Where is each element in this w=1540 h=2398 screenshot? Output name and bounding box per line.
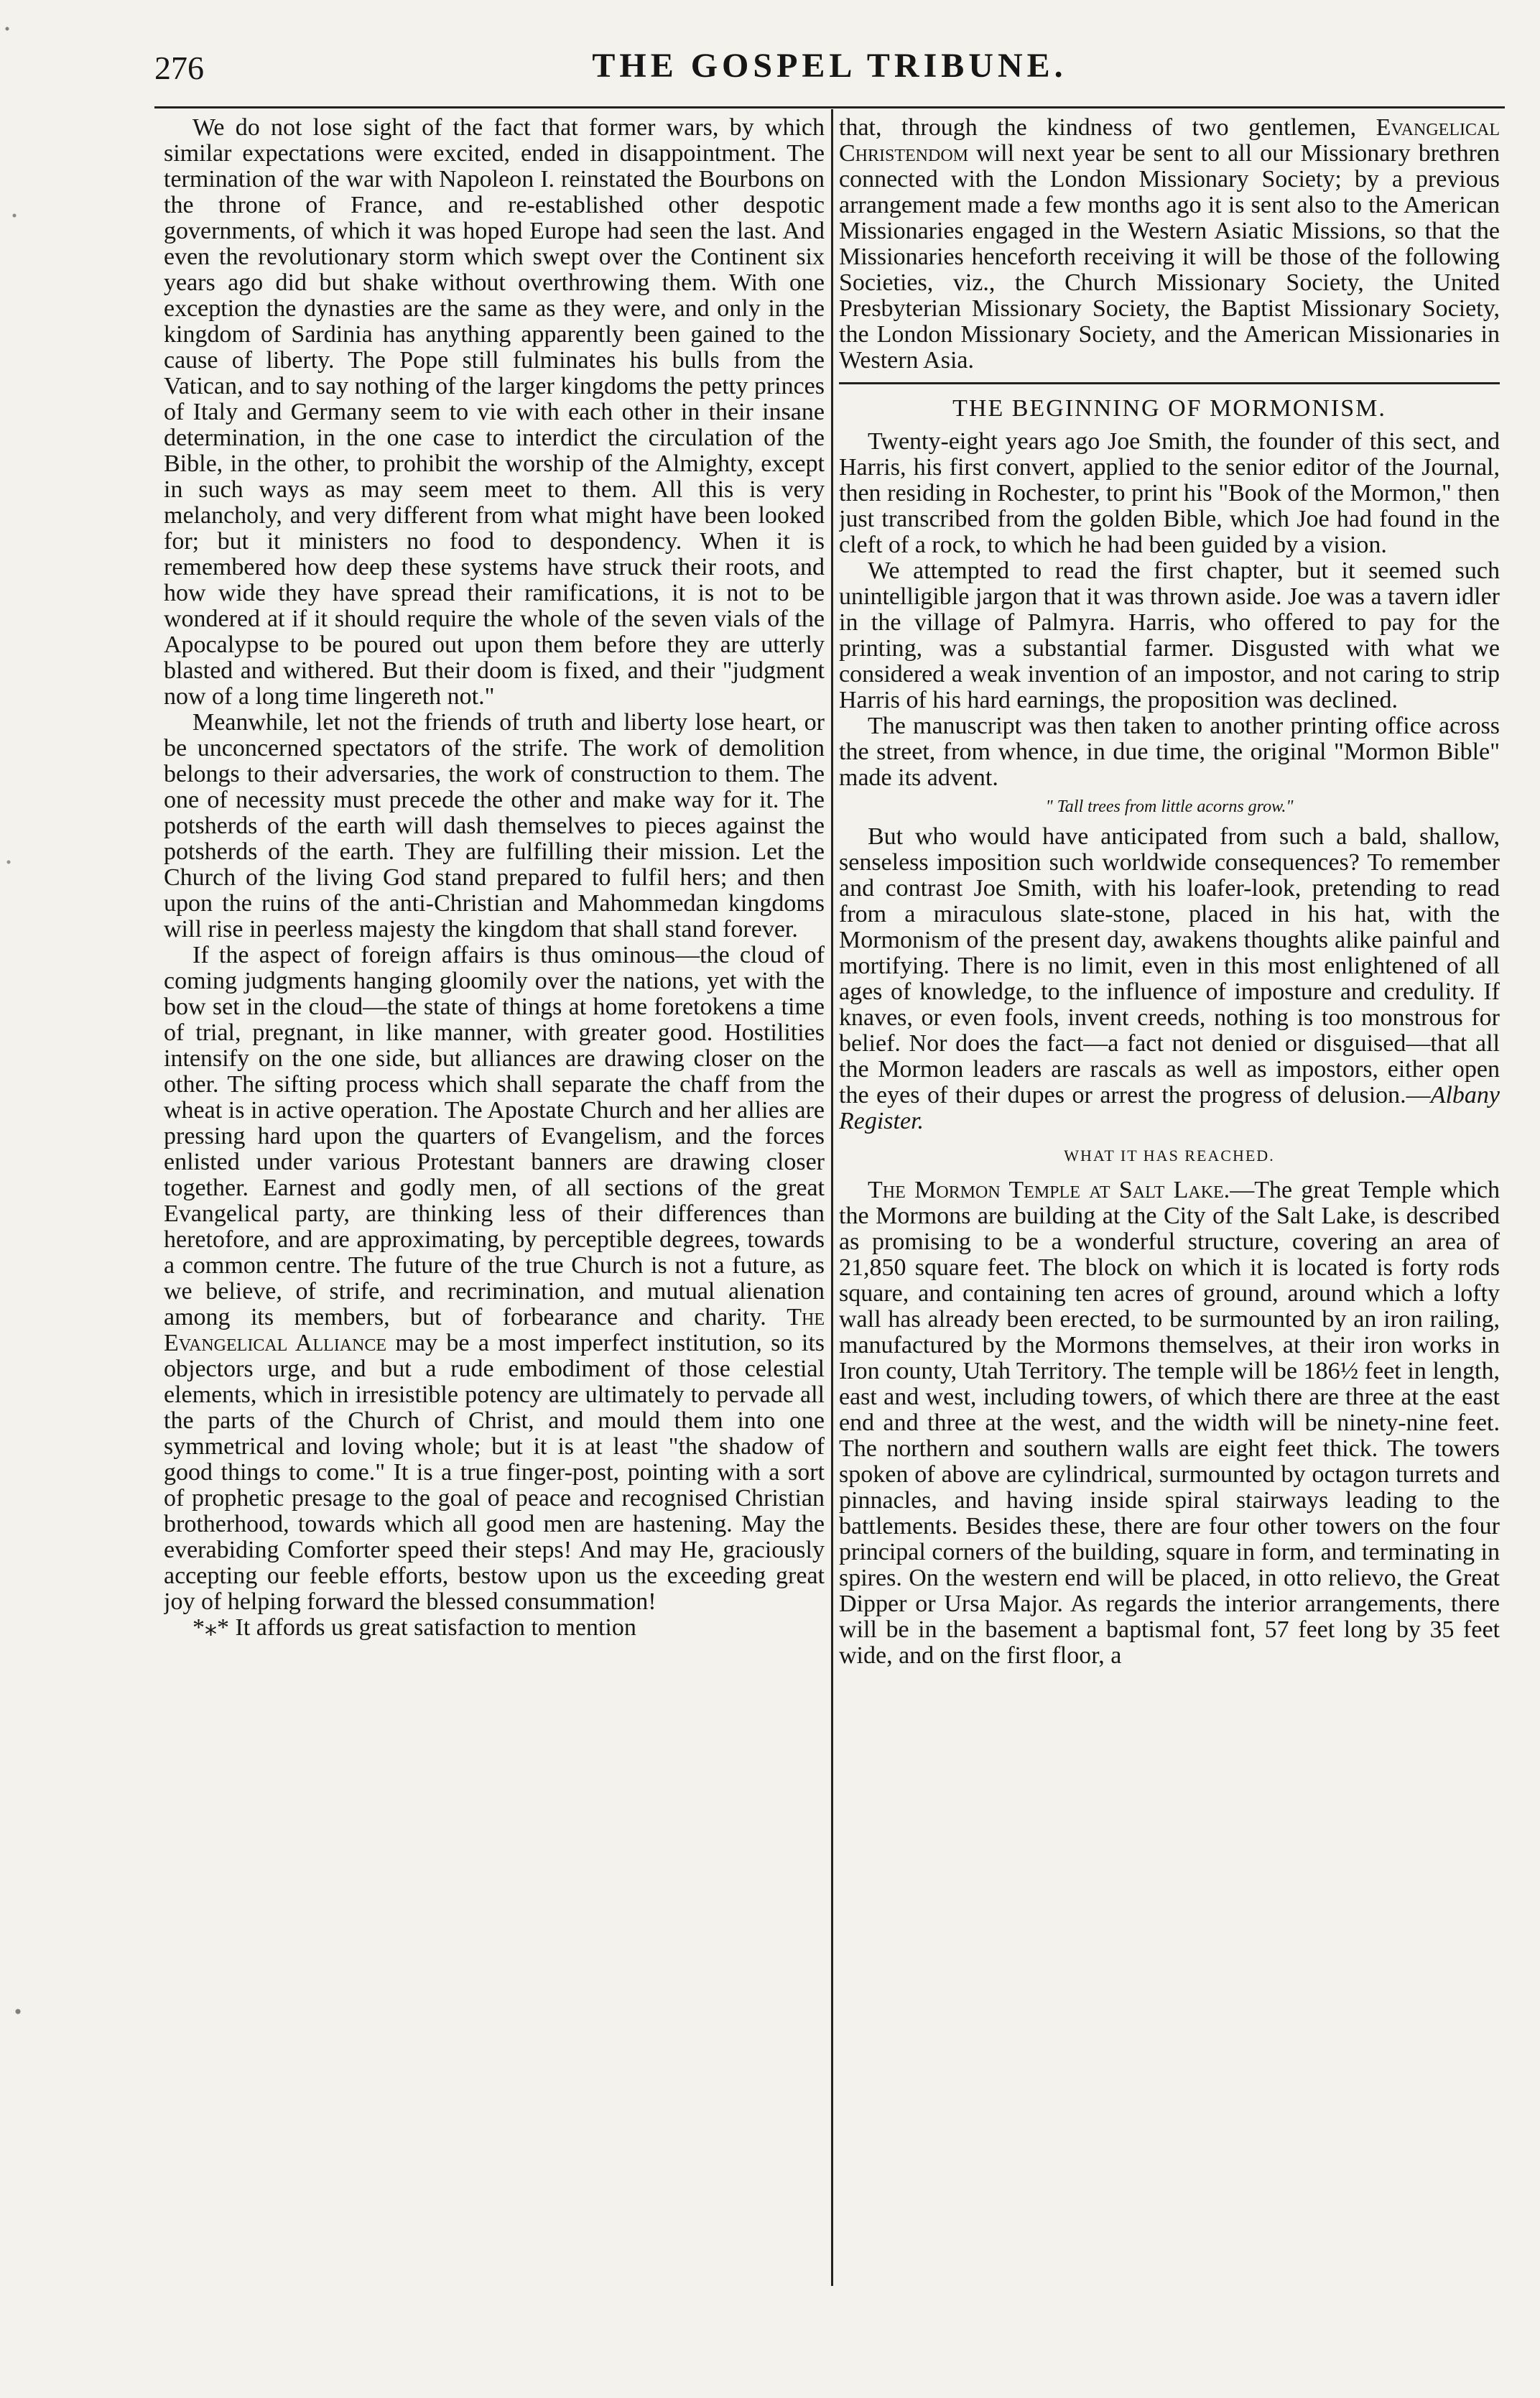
- column-divider: [831, 109, 833, 2286]
- paragraph-text: —The great Temple which the Mormons are building at the City of the Salt Lake, is described as promising to be a wonderful structure, covering an area of 21,850 square feet. The block on which it is located is forty rods square, and containing ten acres of ground, around which a lofty wall has already been erected, to be surmounted by an iron railing, manufactured by the Mormons themselves, at their iron works in Iron county, Utah Territory. The temple will be 186½ feet in length, east and west, including towers, of which there are three at the east end and three at the west, and the width will be ninety-nine feet. The northern and southern walls are eight feet thick. The towers spoken of above are cylindrical, surmounted by octagon turrets and pinnacles, and having inside spiral stairways leading to the battlements. Besides these, there are four other towers on the four principal corners of the building, square in form, and terminating in spires. On the western end will be placed, in otto relievo, the Great Dipper or Ursa Major. As regards the interior arrangements, there will be in the basement a baptismal font, 57 feet long by 35 feet wide, and on the first floor, a: [839, 1177, 1500, 1669]
- paragraph: [839, 115, 1500, 374]
- paragraph-text: may be a most imperfect institution, so its objectors urge, and but a rude embodiment of those celestial elements, which in irresistible potency are ultimately to pervade all the parts of the Church of Christ, and mould them into one symmetrical and loving whole; but it is at least "the shadow of good things to come." It is a true finger-post, pointing with a sort of prophetic presage to the goal of peace and recognised Christian brotherhood, towards which all good men are hastening. May the everabiding Comforter speed their steps! And may He, graciously accepting our feeble efforts, bestow upon us the exceeding great joy of helping forward the blessed consummation!: [164, 1330, 825, 1615]
- quote: " Tall trees from little acorns grow.": [1045, 797, 1294, 816]
- paragraph-text: If the aspect of foreign affairs is thus ominous—the cloud of coming judgments hanging gloomily over the nations, yet with the bow set in the cloud—the state of things at home foretokens a time of trial, pregnant, in like manner, with greater good. Hostilities intensify on the one side, but alliances are drawing closer on the other. The sifting process which shall separate the chaff from the wheat is in active operation. The Apostate Church and her allies are pressing hard upon the quarters of Evangelism, and the forces enlisted under various Protestant banners are drawing closer together. Earnest and godly men, of all sections of the great Evangelical party, are thinking less of their differences than heretofore, and are approximating, by perceptible degrees, towards a common centre. The future of the true Church is not a future, as we believe, of strife, and recrimination, and mutual alienation among its members, but of forbearance and charity.: [164, 942, 825, 1330]
- paragraph: [839, 824, 1500, 1134]
- left-column: [164, 115, 825, 2328]
- paragraph: [164, 943, 825, 1615]
- paragraph-text: But who would have anticipated from such a bald, shallow, senseless imposition such worldwide consequences? To remember and contrast Joe Smith, with his loafer-look, pretending to read from a miraculous slate-stone, placed in his hat, with the Mormonism of the present day, awakens thoughts alike painful and mortifying. There is no limit, even in this most enlightened of all ages of knowledge, to the influence of imposture and credulity. If knaves, or even fools, invent creeds, nothing is too monstrous for belief. Nor does the fact—a fact not denied or disguised—that all the Mormon leaders are rascals as well as impostors, either open the eyes of their dupes or arrest the progress of delusion.—: [839, 823, 1500, 1108]
- section-title: THE BEGINNING OF MORMONISM.: [952, 395, 1386, 422]
- subheading: WHAT IT HAS REACHED.: [1064, 1147, 1275, 1165]
- paragraph-text: It affords us great satisfaction to mention: [235, 1614, 636, 1641]
- temple-heading: The Mormon Temple at Salt Lake.: [868, 1177, 1230, 1203]
- publication-name: Evangelical Christendom: [839, 115, 1500, 167]
- header-rule: [154, 106, 1505, 108]
- paragraph: Twenty-eight years ago Joe Smith, the founder of this sect, and Harris, his first convert, applied to the senior editor of the Journal, then residing in Rochester, to print his "Book of the Mormon," then just transcribed from the golden Bible, which Joe had found in the cleft of a rock, to which he had been guided by a vision.: [839, 428, 1500, 558]
- alliance-name: The Evangelical Alliance: [164, 1304, 825, 1356]
- page-number: 276: [154, 50, 204, 86]
- asterism: *⁎*: [192, 1614, 229, 1641]
- paragraph: We attempted to read the first chapter, but it seemed such unintelligible jargon that it was thrown aside. Joe was a tavern idler in the village of Palmyra. Harris, who offered to pay for the printing, was a substantial farmer. Disgusted with what we considered a weak invention of an impostor, and not caring to strip Harris of his hard earnings, the proposition was declined.: [839, 557, 1500, 713]
- paragraph: The manuscript was then taken to another printing office across the street, from whence, in due time, the original "Mormon Bible" made its advent.: [839, 713, 1500, 791]
- paragraph: Meanwhile, let not the friends of truth and liberty lose heart, or be unconcerned spectators of the strife. The work of demolition belongs to their adversaries, the work of construction to them. The one of necessity must precede the other and make way for it. The potsherds of the earth will dash themselves to pieces against the potsherds of the earth. They are fulfilling their mission. Let the Church of the living God stand prepared to fulfil hers; and then upon the ruins of the anti-Christian and Mahommedan kingdoms will rise in peerless majesty the kingdom that shall stand forever.: [164, 709, 825, 943]
- journal-title: THE GOSPEL TRIBUNE.: [592, 47, 1067, 85]
- source-citation: Albany Register.: [839, 1082, 1500, 1134]
- paragraph: [839, 1177, 1500, 1669]
- paragraph-text: that, through the kindness of two gentlemen,: [839, 115, 1357, 141]
- section-rule: [839, 382, 1500, 384]
- paragraph-text: will next year be sent to all our Missionary brethren connected with the London Missionary Society; by a previous arrangement made a few months ago it is sent also to the American Missionaries engaged in the Western Asiatic Missions, so that the Missionaries henceforth receiving it will be those of the following Societies, viz., the Church Missionary Society, the United Presbyterian Missionary Society, the Baptist Missionary Society, the London Missionary Society, and the American Missionaries in Western Asia.: [839, 140, 1500, 374]
- margin-specks: [0, 0, 29, 2398]
- paragraph: We do not lose sight of the fact that former wars, by which similar expectations were excited, ended in disappointment. The termination of the war with Napoleon I. reinstated the Bourbons on the throne of France, and re-established other despotic governments, of which it was hoped Europe had seen the last. And even the revolutionary storm which swept over the Continent six years ago did but shake without overthrowing them. With one exception the dynasties are the same as they were, and only in the kingdom of Sardinia has anything apparently been gained to the cause of liberty. The Pope still fulminates his bulls from the Vatican, and to say nothing of the larger kingdoms the petty princes of Italy and Germany seem to vie with each other in their insane determination, in the one case to interdict the circulation of the Bible, in the other, to prohibit the worship of the Almighty, except in such ways as may seem meet to them. All this is very melancholy, and very different from what might have been looked for; but it ministers no food to despondency. When it is remembered how deep these systems have struck their roots, and how wide they have spread their ramifications, it is not to be wondered at if it should require the whole of the seven vials of the Apocalypse to be poured out upon them before they are utterly blasted and withered. But their doom is fixed, and their "judgment now of a long time lingereth not.": [164, 115, 825, 710]
- paragraph: [164, 1615, 825, 1641]
- right-column: [839, 115, 1500, 2328]
- page-header: [154, 42, 1505, 92]
